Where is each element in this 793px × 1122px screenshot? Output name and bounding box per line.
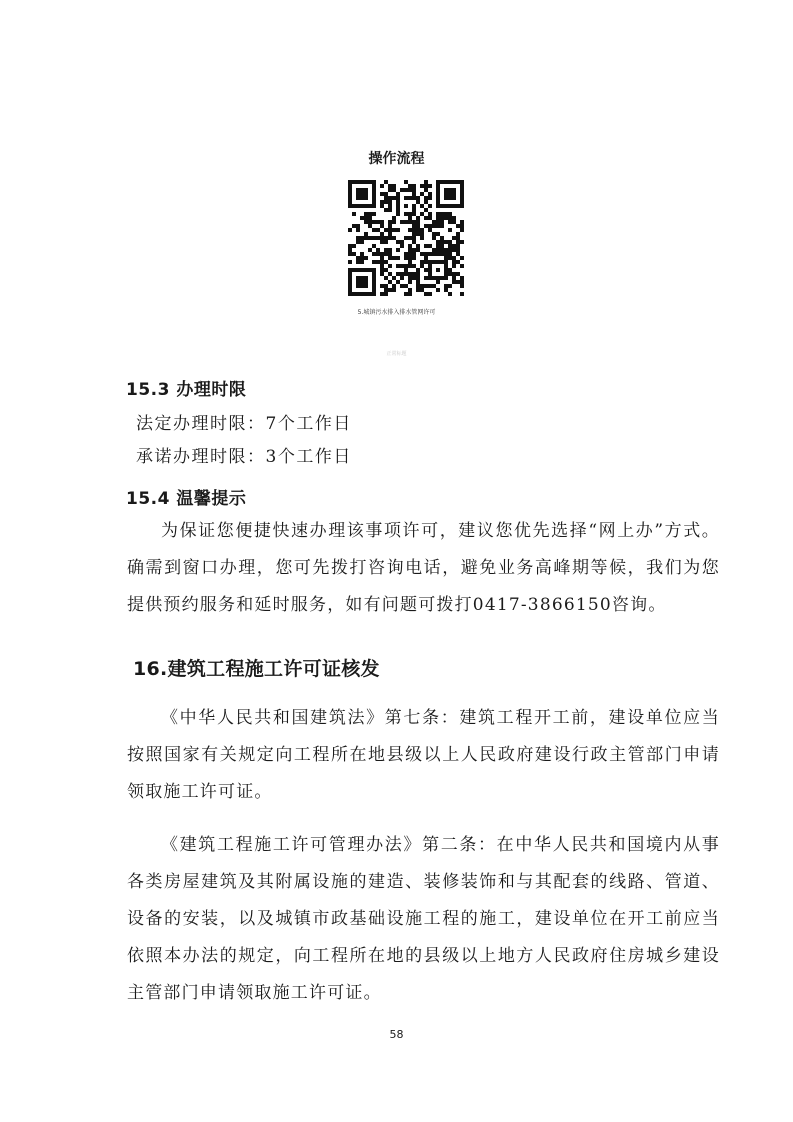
construction-law-paragraph: 《中华人民共和国建筑法》第七条：建筑工程开工前，建设单位应当按照国家有关规定向工程所在地县级以上人民政府建设行政主管部门申请领取施工许可证。 xyxy=(127,708,720,802)
qr-watermark: 正常标题 xyxy=(386,351,407,357)
qr-title: 操作流程 xyxy=(368,151,425,167)
section-15-4-heading: 15.4 温馨提示 xyxy=(126,489,247,509)
section-15-3-heading: 15.3 办理时限 xyxy=(126,380,247,400)
statutory-time-limit: 法定办理时限：7个工作日 xyxy=(136,414,352,434)
promised-time-limit: 承诺办理时限：3个工作日 xyxy=(136,447,352,467)
permit-measures-paragraph: 《建筑工程施工许可管理办法》第二条：在中华人民共和国境内从事各类房屋建筑及其附属设施的建造、装修装饰和与其配套的线路、管道、设备的安装，以及城镇市政基础设施工程的施工，建设单位在开工前应当依照本办法的规定，向工程所在地的县级以上地方人民政府住房城乡建设主管部门申请领取施工许可证。 xyxy=(127,835,720,1003)
tips-paragraph: 为保证您便捷快速办理该事项许可，建议您优先选择“网上办”方式。确需到窗口办理，您可先拨打咨询电话，避免业务高峰期等候，我们为您提供预约服务和延时服务，如有问题可拨打0417-3866150咨询。 xyxy=(127,521,720,615)
section-16-heading: 16.建筑工程施工许可证核发 xyxy=(133,658,380,680)
qr-caption: 5.城镇污水排入排水管网许可 xyxy=(357,309,436,316)
page-number: 58 xyxy=(389,1028,404,1041)
qr-code[interactable] xyxy=(348,180,464,296)
